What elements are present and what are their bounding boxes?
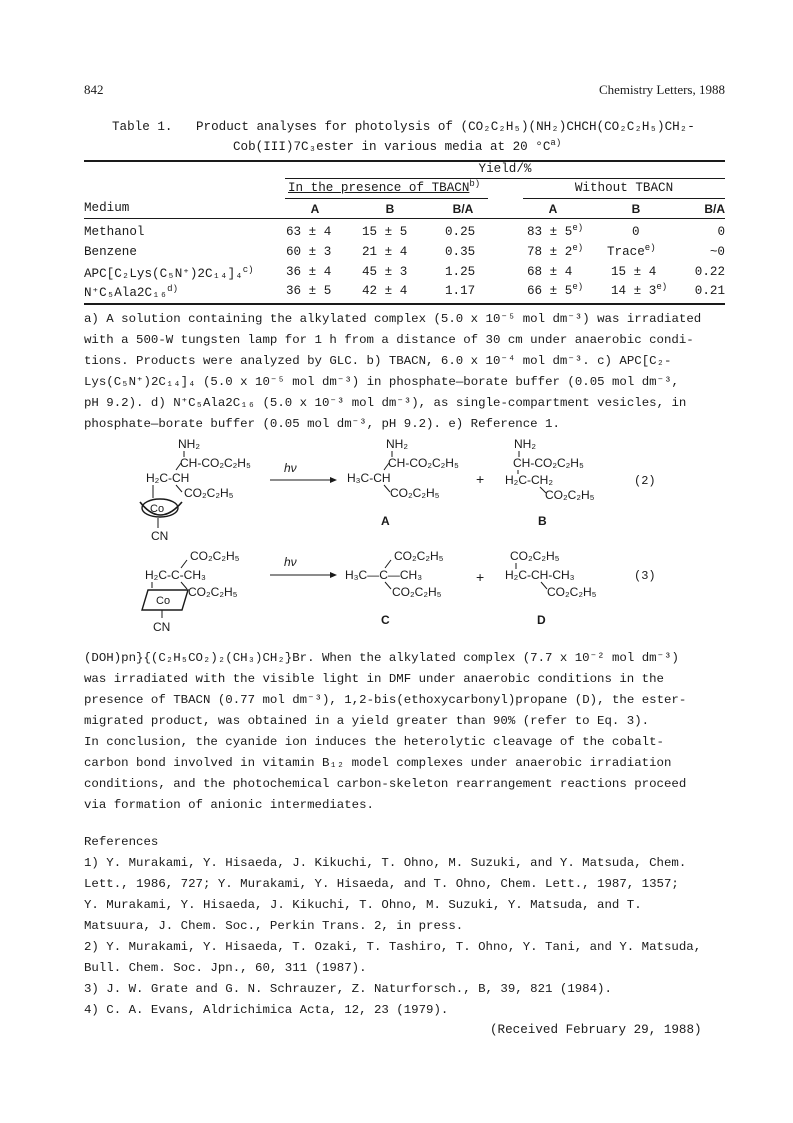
row-medium: N⁺C₅Ala2C₁₆$^{d)}$ (84, 283, 178, 300)
row-b2: $14 \pm 3^{e)}$ (611, 281, 668, 298)
product-b-h2c: H₂C-CH₂ (505, 473, 553, 487)
col-a1: A (310, 202, 320, 216)
reference-line: Matsuura, J. Chem. Soc., Perkin Trans. 2, in press. (84, 919, 464, 933)
row-a2: $83 \pm 5^{e)}$ (527, 222, 584, 239)
reference-line: Y. Murakami, Y. Hisaeda, J. Kikuchi, T. Ohno, M. Suzuki, Y. Matsuda, and T. (84, 898, 642, 912)
arrow-label: hν (284, 461, 297, 475)
plus-sign: + (476, 471, 485, 487)
col-ba1: B/A (452, 202, 474, 216)
arrow-label-3: hν (284, 555, 297, 569)
row-ba1: 0.25 (445, 225, 476, 239)
group1-header: In the presence of TBACN$^{b)}$ (288, 178, 481, 195)
journal-header: Chemistry Letters, 1988 (598, 82, 725, 97)
reactant3-co: Co (156, 595, 171, 607)
yield-rule (285, 178, 725, 179)
product-d-co2: CO₂C₂H₅ (547, 585, 597, 599)
reference-line: 1) Y. Murakami, Y. Hisaeda, J. Kikuchi, T. Ohno, M. Suzuki, and Y. Matsuda, Chem. (84, 856, 687, 870)
body-line: conditions, and the photochemical carbon-skeleton rearrangement reactions proceed (84, 777, 687, 791)
body-line: presence of TBACN (0.77 mol dm⁻³), 1,2-bis(ethoxycarbonyl)propane (D), the ester- (84, 693, 687, 707)
product-d-h2c: H₂C-CH-CH₃ (505, 568, 575, 582)
col-ba2: B/A (704, 202, 725, 216)
body-line: carbon bond involved in vitamin B₁₂ model complexes under anaerobic irradiation (84, 756, 672, 770)
footnote-line: with a 500-W tungsten lamp for 1 h from a distance of 30 cm under anaerobic condi- (84, 333, 694, 347)
body-line: migrated product, was obtained in a yield greater than 90% (refer to Eq. 3). (84, 714, 650, 728)
reaction-scheme-3 (0, 546, 793, 646)
product-b-ch: CH-CO₂C₂H₅ (513, 456, 584, 470)
yield-header: Yield/% (478, 162, 532, 176)
reactant-co: Co (150, 503, 165, 515)
col-a2: A (548, 202, 558, 216)
row-a1: 36 ± 4 (286, 265, 332, 279)
row-a1: 36 ± 5 (286, 284, 332, 298)
reference-line: 2) Y. Murakami, Y. Hisaeda, T. Ozaki, T. Tashiro, T. Ohno, Y. Tani, and Y. Matsuda, (84, 940, 702, 954)
row-ba2: 0 (717, 225, 725, 239)
row-ba2: 0.22 (694, 265, 725, 279)
received-date: (Received February 29, 1988) (490, 1023, 702, 1037)
product-a-label: A (381, 514, 390, 528)
product-c-top: CO₂C₂H₅ (394, 549, 444, 563)
reactant3-h2c: H₂C-C-CH₃ (145, 568, 206, 582)
row-b1: 45 ± 3 (362, 265, 408, 279)
footnote-line: tions. Products were analyzed by GLC. b) TBACN, 6.0 x 10⁻⁴ mol dm⁻³. c) APC[C₂- (84, 354, 672, 368)
table-caption-label: Table 1. (112, 120, 173, 134)
row-a1: 63 ± 4 (286, 225, 332, 239)
product-a-co2: CO₂C₂H₅ (390, 486, 440, 500)
reactant-co2: CO₂C₂H₅ (184, 486, 234, 500)
row-b1: 15 ± 5 (362, 225, 408, 239)
reference-line: Bull. Chem. Soc. Jpn., 60, 311 (1987). (84, 961, 367, 975)
footnote-line: a) A solution containing the alkylated complex (5.0 x 10⁻⁵ mol dm⁻³) was irradiated (84, 312, 702, 326)
row-ba1: 1.25 (445, 265, 476, 279)
product-d-top: CO₂C₂H₅ (510, 549, 560, 563)
col-b1: B (385, 202, 395, 216)
reference-line: 3) J. W. Grate and G. N. Schrauzer, Z. Naturforsch., B, 39, 821 (1984). (84, 982, 612, 996)
equation-number-3: (3) (634, 569, 656, 583)
row-b2: 0 (632, 225, 640, 239)
row-a1: 60 ± 3 (286, 245, 332, 259)
row-ba1: 0.35 (445, 245, 476, 259)
body-line: In conclusion, the cyanide ion induces the heterolytic cleavage of the cobalt- (84, 735, 664, 749)
row-b2: Trace$^{e)}$ (607, 242, 656, 259)
row-medium: Methanol (84, 225, 145, 239)
reactant3-top: CO₂C₂H₅ (190, 549, 240, 563)
row-b1: 21 ± 4 (362, 245, 408, 259)
reactant-nh2: NH₂ (178, 437, 200, 451)
reactant3-cn: CN (153, 620, 171, 634)
group1-rule (285, 198, 488, 199)
plus-sign-3: + (476, 569, 485, 585)
footnote-line: phosphate—borate buffer (0.05 mol dm⁻³, pH 9.2). e) Reference 1. (84, 417, 560, 431)
col-medium: Medium (84, 201, 130, 215)
reactant-h2c: H₂C-CH (146, 471, 190, 485)
reactant-ch: CH-CO₂C₂H₅ (180, 456, 251, 470)
body-line: (DOH)pn}{(C₂H₅CO₂)₂(CH₃)CH₂}Br. When the alkylated complex (7.7 x 10⁻² mol dm⁻³) (84, 651, 679, 665)
product-c-h3c: H₃C—C—CH₃ (345, 568, 423, 582)
row-a2: $78 \pm 2^{e)}$ (527, 242, 584, 259)
reactant3-co2: CO₂C₂H₅ (188, 585, 238, 599)
product-b-nh2: NH₂ (514, 437, 536, 451)
reference-line: Lett., 1986, 727; Y. Murakami, Y. Hisaeda, and T. Ohno, Chem. Lett., 1987, 1357; (84, 877, 679, 891)
footnote-line: Lys(C₅N⁺)2C₁₄]₄ (5.0 x 10⁻⁵ mol dm⁻³) in phosphate—borate buffer (0.05 mol dm⁻³, (84, 375, 679, 389)
col-b2: B (631, 202, 641, 216)
row-a2: 68 ± 4 (527, 265, 573, 279)
row-b1: 42 ± 4 (362, 284, 408, 298)
reference-line: 4) C. A. Evans, Aldrichimica Acta, 12, 23 (1979). (84, 1003, 449, 1017)
page-number: 842 (84, 82, 104, 97)
equation-number-2: (2) (634, 474, 656, 488)
product-b-label: B (538, 514, 547, 528)
group2-header: Without TBACN (574, 181, 674, 195)
product-a-nh2: NH₂ (386, 437, 408, 451)
footnote-line: pH 9.2). d) N⁺C₅Ala2C₁₆ (5.0 x 10⁻³ mol dm⁻³), as single-compartment vesicles, in (84, 396, 687, 410)
product-a-ch: CH-CO₂C₂H₅ (388, 456, 459, 470)
row-medium: Benzene (84, 245, 137, 259)
header-bottom-rule (84, 218, 725, 219)
row-a2: $66 \pm 5^{e)}$ (527, 281, 584, 298)
product-d-label: D (537, 613, 546, 627)
table-bottom-rule (84, 303, 725, 305)
product-c-co2: CO₂C₂H₅ (392, 585, 442, 599)
group2-rule (523, 198, 725, 199)
reaction-scheme-2 (0, 432, 793, 552)
product-c-label: C (381, 613, 390, 627)
references-heading: References (84, 835, 159, 849)
row-ba2: ~0 (709, 245, 725, 259)
body-line: via formation of anionic intermediates. (84, 798, 374, 812)
row-ba2: 0.21 (694, 284, 725, 298)
table-caption-line1: Product analyses for photolysis of (CO₂C₂H₅)(NH₂)CHCH(CO₂C₂H₅)CH₂- (196, 120, 695, 134)
row-medium: APC[C₂Lys(C₅N⁺)2C₁₄]₄$^{c)}$ (84, 264, 254, 281)
reactant-cn: CN (151, 529, 169, 543)
body-line: was irradiated with the visible light in DMF under anaerobic conditions in the (84, 672, 664, 686)
product-b-co2: CO₂C₂H₅ (545, 488, 595, 502)
row-b2: 15 ± 4 (611, 265, 657, 279)
product-a-h3c: H₃C-CH (347, 471, 391, 485)
row-ba1: 1.17 (445, 284, 476, 298)
table-caption-line2: Cob(III)7C₃ester in various media at 20 $^\circ C^{a)}$ (233, 137, 562, 154)
